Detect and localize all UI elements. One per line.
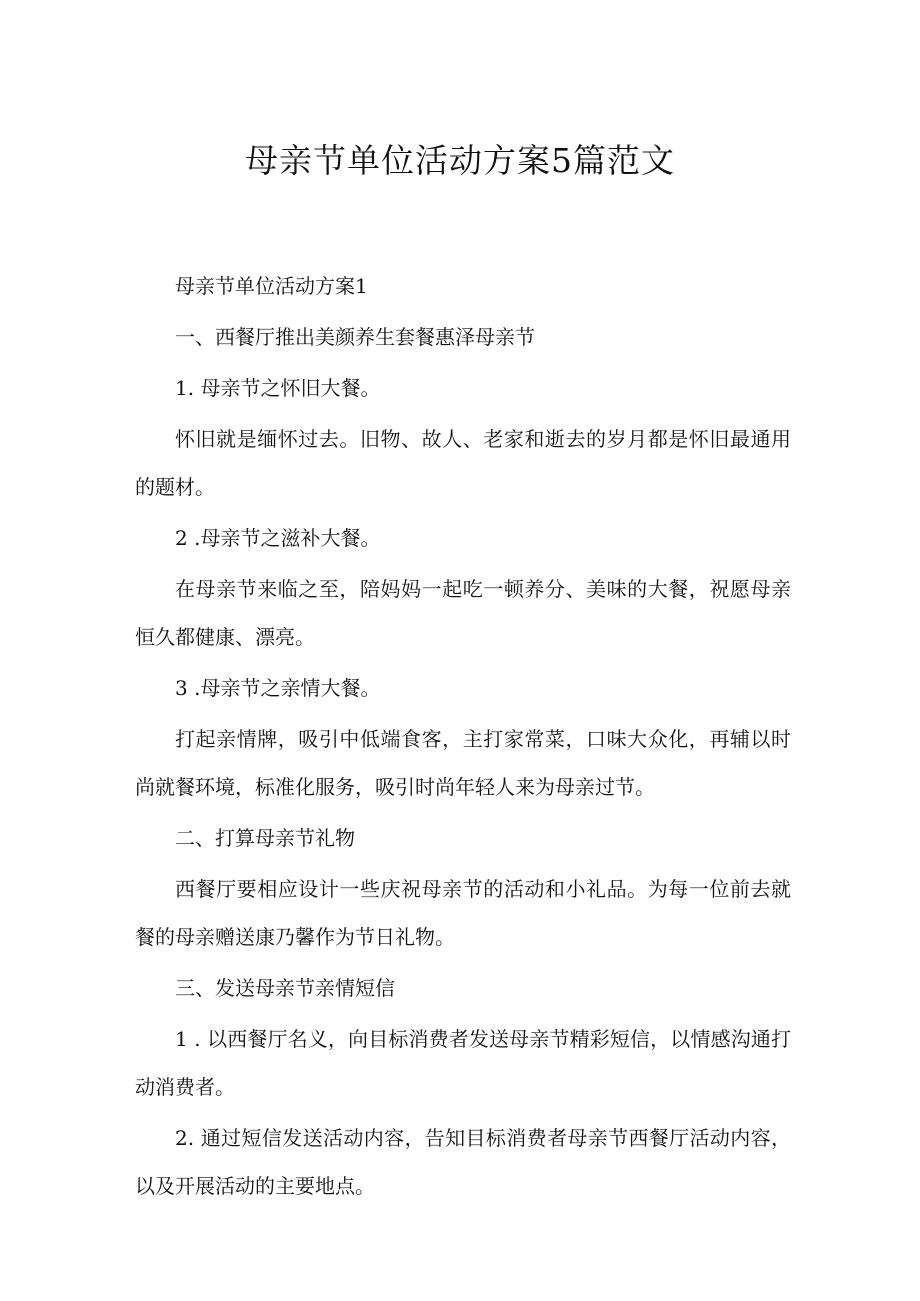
section-heading-3: 三、发送母亲节亲情短信 [175, 976, 395, 1000]
paragraph: 西餐厅要相应设计一些庆祝母亲节的活动和小礼品。为每一位前去就餐的母亲赠送康乃馨作为节日礼物。 [135, 877, 791, 949]
paragraph: 怀旧就是缅怀过去。旧物、故人、老家和逝去的岁月都是怀旧最通用的题材。 [135, 427, 791, 499]
paragraph: 在母亲节来临之至，陪妈妈一起吃一顿养分、美味的大餐，祝愿母亲恒久都健康、漂亮。 [135, 577, 791, 649]
document-title: 母亲节单位活动方案5篇范文 [245, 141, 675, 180]
document-body [135, 262, 791, 1210]
paragraph: 打起亲情牌，吸引中低端食客，主打家常菜，口味大众化，再辅以时尚就餐环境，标准化服务，吸引时尚年轻人来为母亲过节。 [135, 727, 791, 799]
section-heading-plan-1: 母亲节单位活动方案1 [175, 274, 368, 298]
list-item-1: 1. 母亲节之怀旧大餐。 [175, 376, 381, 400]
list-item-3: 3 .母亲节之亲情大餐。 [175, 676, 381, 700]
section-heading-1: 一、西餐厅推出美颜养生套餐惠泽母亲节 [175, 325, 535, 349]
section-heading-2: 二、打算母亲节礼物 [175, 826, 355, 850]
list-item-2: 2. 通过短信发送活动内容，告知目标消费者母亲节西餐厅活动内容，以及开展活动的主要地点。 [135, 1126, 791, 1198]
list-item-1: 1 . 以西餐厅名义，向目标消费者发送母亲节精彩短信，以情感沟通打动消费者。 [135, 1027, 791, 1099]
list-item-2: 2 .母亲节之滋补大餐。 [175, 526, 381, 550]
